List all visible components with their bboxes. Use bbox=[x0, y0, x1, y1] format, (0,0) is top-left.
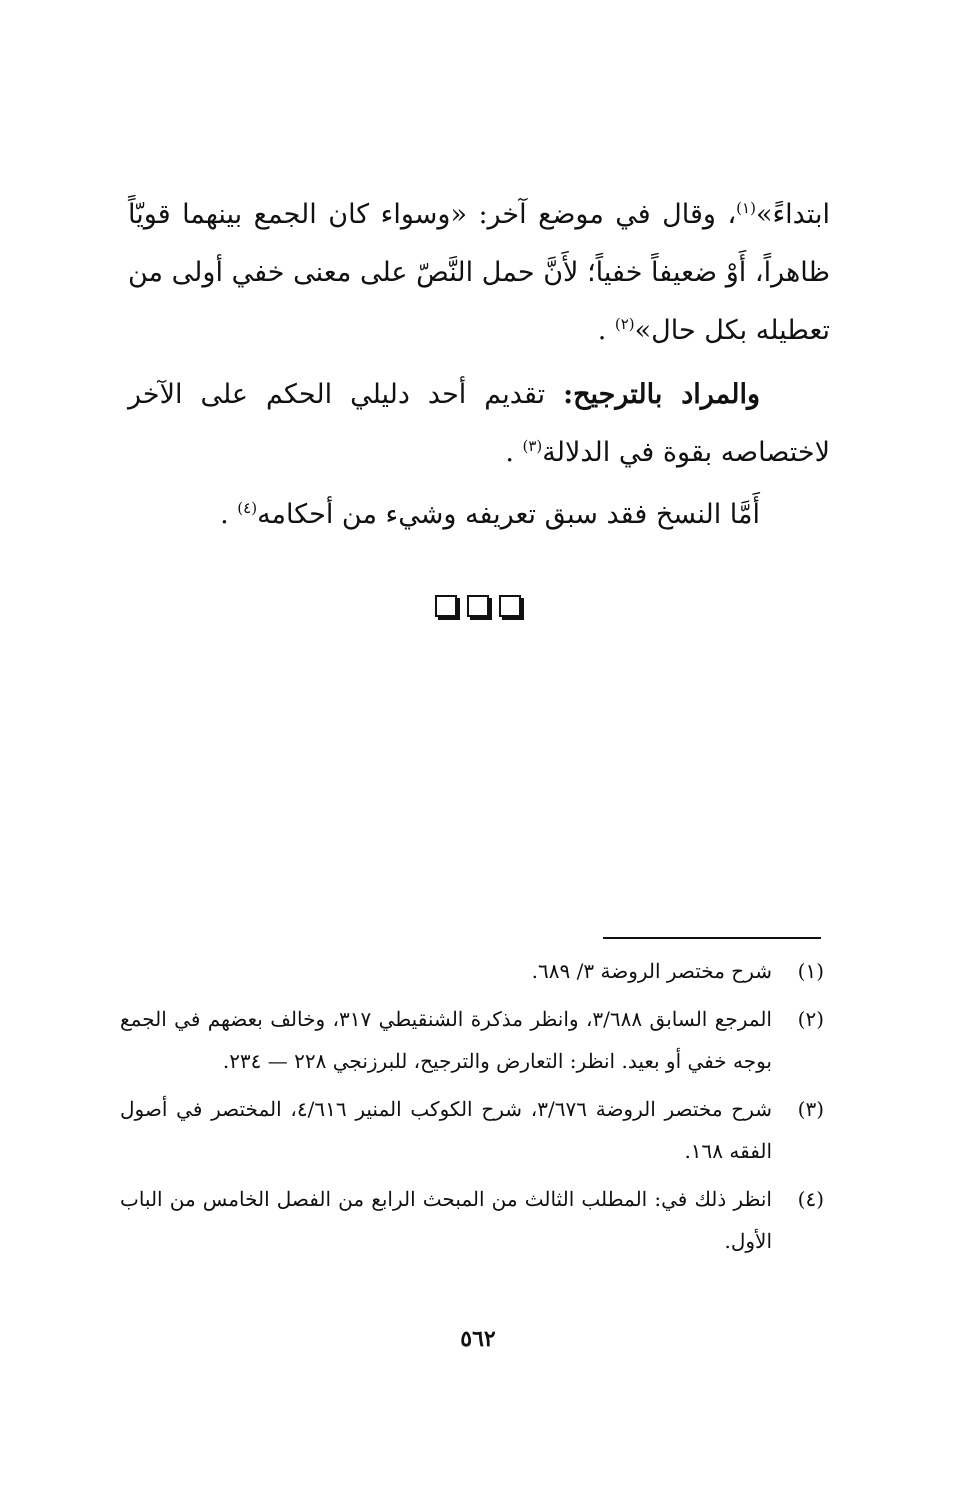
text-segment: ابتداءً» bbox=[755, 199, 830, 230]
section-separator bbox=[0, 590, 956, 618]
footnote-ref-4[interactable]: (٤) bbox=[237, 499, 258, 517]
square-ornament-icon bbox=[467, 595, 489, 617]
footnote-number: (١) bbox=[797, 959, 824, 983]
footnote-ref-3[interactable]: (٣) bbox=[522, 437, 543, 455]
paragraph-1 bbox=[128, 186, 830, 360]
main-text bbox=[128, 186, 830, 544]
footnote-2 bbox=[120, 998, 824, 1082]
footnote-4 bbox=[120, 1178, 824, 1262]
footnote-number: (٢) bbox=[797, 1007, 824, 1031]
footnotes bbox=[120, 950, 824, 1268]
footnote-divider bbox=[603, 937, 821, 939]
footnote-text: شرح مختصر الروضة ٣/ ٦٨٩. bbox=[531, 959, 772, 983]
footnote-ref-2[interactable]: (٢) bbox=[614, 315, 635, 333]
text-segment: . bbox=[220, 499, 229, 530]
footnote-text: المرجع السابق ٣/٦٨٨، وانظر مذكرة الشنقيطي ٣١٧، وخالف بعضهم في الجمع بوجه خفي أو بعيد. انظر: التعارض والترجيح، للبرزنجي ٢٢٨ — ٢٣٤. bbox=[120, 1007, 772, 1073]
footnote-number: (٣) bbox=[797, 1097, 824, 1121]
text-segment: تقديم أحد دليلي الحكم على الآخر لاختصاصه بقوة في الدلالة bbox=[128, 379, 830, 468]
footnote-1 bbox=[120, 950, 824, 992]
square-ornament-icon bbox=[499, 595, 521, 617]
paragraph-3 bbox=[128, 486, 830, 544]
footnote-text: شرح مختصر الروضة ٣/٦٧٦، شرح الكوكب المنير ٤/٦١٦، المختصر في أصول الفقه ١٦٨. bbox=[120, 1097, 772, 1163]
footnote-text: انظر ذلك في: المطلب الثالث من المبحث الرابع من الفصل الخامس من الباب الأول. bbox=[120, 1187, 772, 1253]
square-ornament-icon bbox=[435, 595, 457, 617]
text-segment: . bbox=[597, 315, 607, 346]
definition-term: والمراد بالترجيح: bbox=[563, 379, 760, 410]
footnote-number: (٤) bbox=[797, 1187, 824, 1211]
page-number: ٥٦٢ bbox=[460, 1326, 496, 1352]
footnote-3 bbox=[120, 1088, 824, 1172]
paragraph-2 bbox=[128, 366, 830, 482]
text-segment: ، وقال في موضع آخر: «وسواء كان الجمع بينهما قويّاً ظاهراً، أَوْ ضعيفاً خفياً؛ لأَنَّ حمل النَّصّ على معنى خفي أولى من تعطيله بكل حال» bbox=[128, 199, 830, 346]
footnote-ref-1[interactable]: (١) bbox=[736, 199, 756, 217]
text-segment: أَمَّا النسخ فقد سبق تعريفه وشيء من أحكامه bbox=[257, 499, 760, 530]
text-segment: . bbox=[505, 437, 514, 468]
